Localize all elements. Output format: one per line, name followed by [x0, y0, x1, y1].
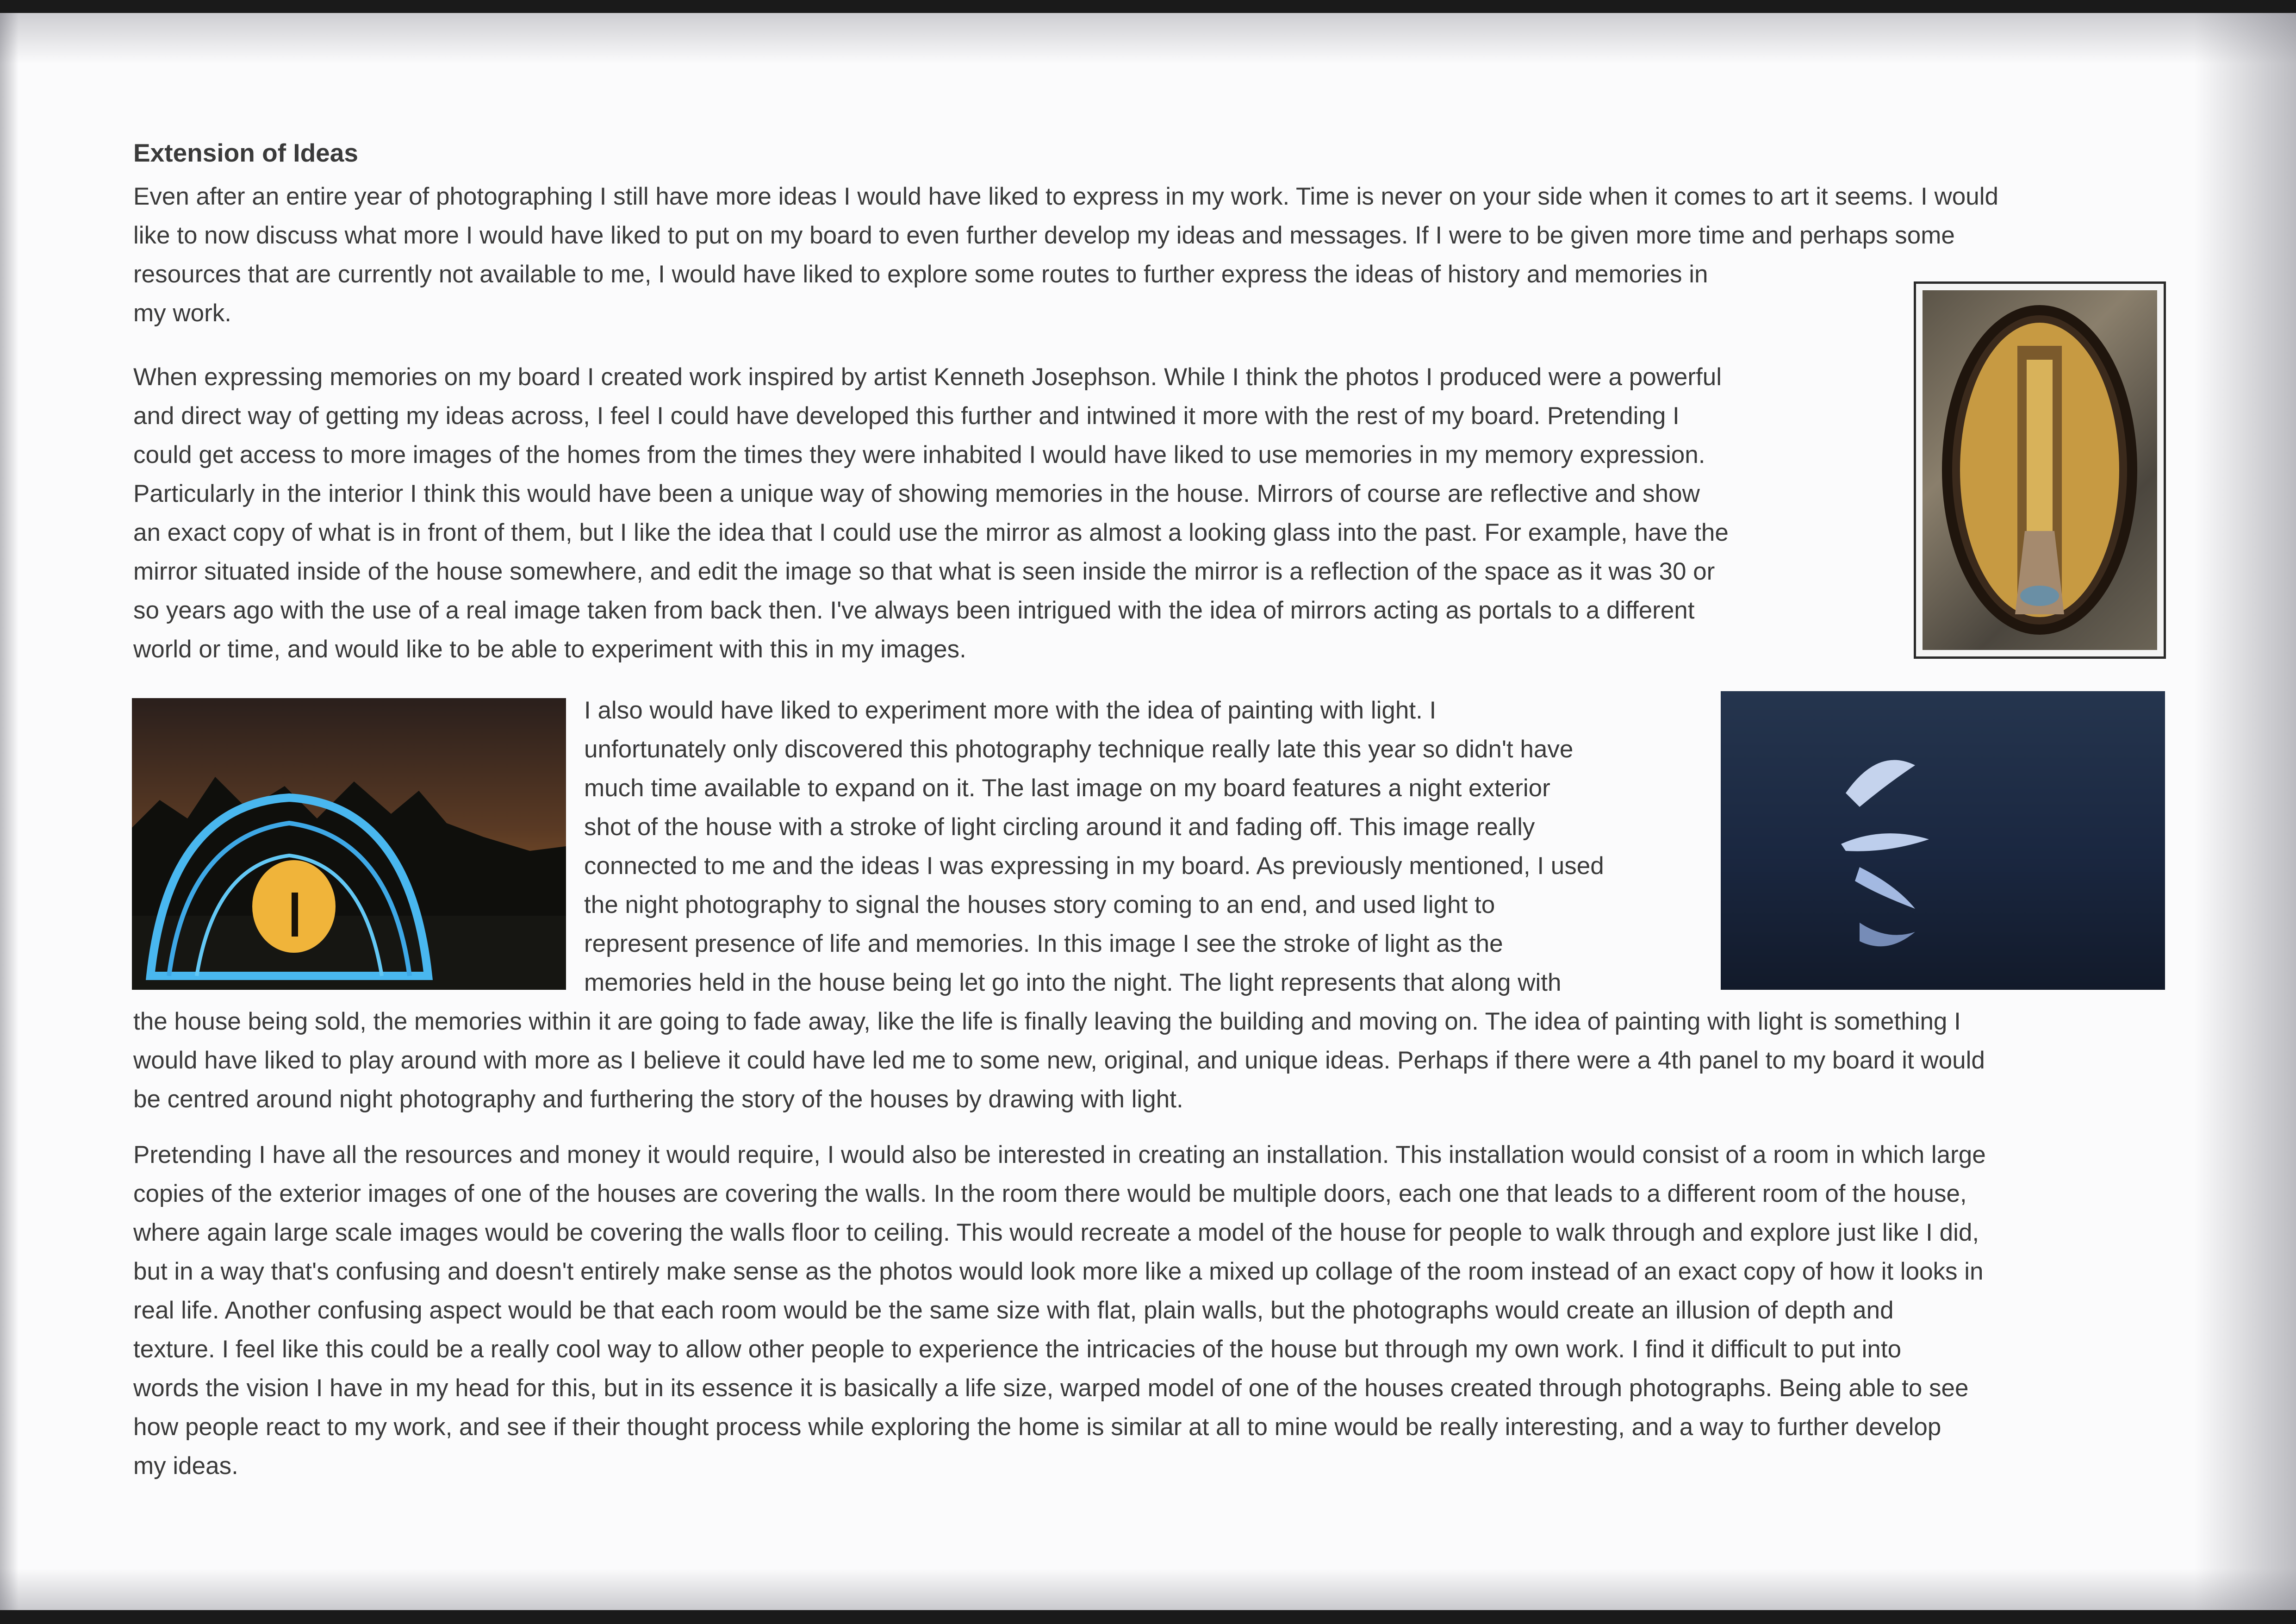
scanned-page — [0, 13, 2296, 1610]
scan-shadow-bottom — [0, 1568, 2296, 1610]
text-line: how people react to my work, and see if their thought process while exploring the home is similar at all to mine would be really interesting, and a way to further develop — [133, 1413, 1941, 1441]
text-line: I also would have liked to experiment more with the idea of painting with light. I — [584, 697, 1437, 724]
text-line: could get access to more images of the homes from the times they were inhabited I would have liked to use memories in my memory expression. — [133, 441, 1705, 468]
text-line: copies of the exterior images of one of the houses are covering the walls. In the room there would be multiple doors, each one that leads to a different room of the house, — [133, 1180, 1967, 1207]
scan-shadow-left — [0, 13, 19, 1610]
text-line: mirror situated inside of the house somewhere, and edit the image so that what is seen inside the mirror is a reflection of the space as it was 30 or — [133, 558, 1715, 585]
text-line: Even after an entire year of photographing I still have more ideas I would have liked to express in my work. Time is never on your side when it comes to art it seems. I would — [133, 183, 1998, 210]
page-title: Extension of Ideas — [133, 138, 358, 167]
text-line: the house being sold, the memories within it are going to fade away, like the life is finally leaving the building and moving on. The idea of painting with light is something I — [133, 1008, 1961, 1035]
text-line: and direct way of getting my ideas across, I feel I could have developed this further and intwined it more with the rest of my board. Pretending I — [133, 402, 1680, 430]
mirror-photo — [1914, 281, 2166, 659]
text-line: connected to me and the ideas I was expressing in my board. As previously mentioned, I used — [584, 852, 1604, 880]
text-line: words the vision I have in my head for this, but in its essence it is basically a life size, warped model of one of the houses created through photographs. Being able to see — [133, 1374, 1969, 1402]
text-line: Pretending I have all the resources and money it would require, I would also be interested in creating an installation. This installation would consist of a room in which large — [133, 1141, 1986, 1168]
text-line: unfortunately only discovered this photography technique really late this year so didn't have — [584, 736, 1574, 763]
text-line: would have liked to play around with more as I believe it could have led me to some new, original, and unique ideas. Perhaps if there were a 4th panel to my board it would — [133, 1047, 1985, 1074]
text-line: much time available to expand on it. The last image on my board features a night exterior — [584, 775, 1550, 802]
paragraph-2 — [133, 358, 2170, 669]
light-swirl-photo — [1721, 691, 2165, 990]
light-swirl-image — [1721, 691, 2165, 990]
scan-shadow-top — [0, 13, 2296, 64]
text-line: but in a way that's confusing and doesn't entirely make sense as the photos would look more like a mixed up collage of the room instead of an exact copy of how it looks in — [133, 1258, 1984, 1285]
text-line: real life. Another confusing aspect would be that each room would be the same size with flat, plain walls, but the photographs would create an illusion of depth and — [133, 1297, 1894, 1324]
text-line: When expressing memories on my board I created work inspired by artist Kenneth Josephson. While I think the photos I produced were a powerful — [133, 363, 1722, 391]
text-line: Particularly in the interior I think this would have been a unique way of showing memories in the house. Mirrors of course are reflective and show — [133, 480, 1700, 507]
text-line: memories held in the house being let go into the night. The light represents that along with — [584, 969, 1562, 996]
text-line: be centred around night photography and furthering the story of the houses by drawing with light. — [133, 1086, 1183, 1113]
text-line: my ideas. — [133, 1452, 238, 1480]
text-line: resources that are currently not available to me, I would have liked to explore some routes to further express the ideas of history and memories in — [133, 261, 1708, 288]
paragraph-3-wrapped — [584, 691, 1713, 1002]
text-line: where again large scale images would be covering the walls floor to ceiling. This would recreate a model of the house for people to walk through and explore just like I did, — [133, 1219, 1979, 1246]
scan-shadow-right — [2194, 13, 2296, 1610]
text-line: the night photography to signal the houses story coming to an end, and used light to — [584, 891, 1495, 918]
text-line: like to now discuss what more I would have liked to put on my board to even further develop my ideas and messages. If I were to be given more time and perhaps some — [133, 222, 1955, 249]
oval-mirror-image — [1923, 290, 2157, 650]
light-dome-photo — [132, 698, 566, 990]
paragraph-4 — [133, 1136, 2170, 1486]
text-line: texture. I feel like this could be a really cool way to allow other people to experience the intricacies of the house but through my own work. I find it difficult to put into — [133, 1336, 1902, 1363]
text-line: represent presence of life and memories. In this image I see the stroke of light as the — [584, 930, 1503, 957]
text-line: world or time, and would like to be able to experiment with this in my images. — [133, 636, 966, 663]
paragraph-3-continued — [133, 1002, 2170, 1119]
text-line: my work. — [133, 300, 231, 327]
text-line: so years ago with the use of a real image taken from back then. I've always been intrigued with the idea of mirrors acting as portals to a different — [133, 597, 1695, 624]
text-line: shot of the house with a stroke of light circling around it and fading off. This image really — [584, 813, 1535, 841]
light-dome-image — [132, 698, 566, 990]
paragraph-1 — [133, 177, 2170, 333]
text-line: an exact copy of what is in front of them, but I like the idea that I could use the mirror as almost a looking glass into the past. For example, have the — [133, 519, 1729, 546]
